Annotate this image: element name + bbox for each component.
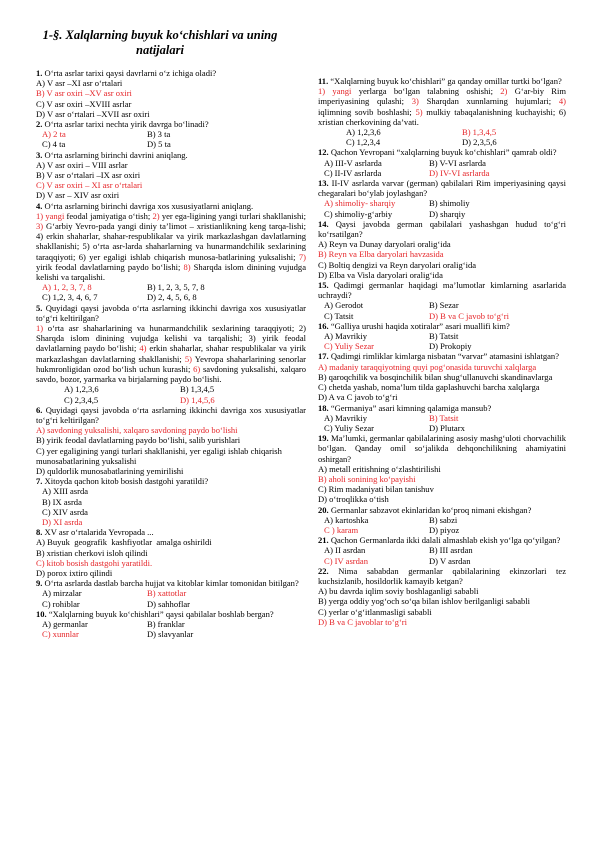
statement-fragment: feodal jamiyatiga o‘tish;: [64, 210, 153, 221]
title-line-1: 1-§. Xalqlarning buyuk ko‘chishlari va uning: [42, 28, 278, 42]
question-label: “Xalqlarning buyuk ko‘chishlari” ga qanday omillar turtki bo‘lgan?: [328, 76, 562, 86]
answer-row: [36, 599, 306, 609]
answer-option: D) IV-VI asrlarda: [429, 167, 490, 178]
statement-fragment: 5): [415, 106, 423, 117]
answer-option: C) kitob bosish dastgohi yaratildi.: [36, 557, 153, 568]
question-number: 10.: [36, 608, 47, 619]
right-column: [318, 76, 566, 627]
answer-option: B) xattotlar: [147, 588, 187, 599]
answer-row: [318, 423, 566, 433]
question-text: [318, 280, 566, 300]
answer-row: [318, 198, 566, 208]
answer-option: D) V asrdan: [429, 555, 471, 566]
answer-option: D) 1,4,5,6: [180, 394, 215, 405]
statement-list: [36, 323, 306, 384]
question-text: [36, 68, 306, 78]
statement-fragment: 4): [139, 343, 147, 354]
statement-fragment: 2): [152, 210, 160, 221]
answer-option: C) xunnlar: [42, 629, 79, 640]
statement-fragment: Yevropa shaharlarining senorlar hukmronligidan ozod bo‘lish uchun kurashi;: [36, 353, 306, 374]
answer-option: C) XIV asrda: [42, 506, 88, 517]
question-number: 22.: [318, 565, 329, 576]
statement-fragment: yerlarga bo‘lgan talabning oshishi;: [351, 86, 501, 97]
question-label: “Germaniya” asari kimning qalamiga mansub?: [328, 402, 492, 413]
question-label: Qadimgi rimliklar kimlarga nisbatan “varvar” atamasini ishlatgan?: [328, 351, 559, 362]
answer-option: A) bu davrda iqlim soviy boshlaganligi sababli: [318, 586, 479, 597]
statement-fragment: 1): [36, 323, 44, 334]
answer-row: [318, 413, 566, 423]
answer-option: B) III asrdan: [429, 545, 473, 556]
answer-option: A) mirzalar: [42, 588, 82, 599]
answer-option: D) sharqiy: [429, 208, 466, 219]
question-text: [318, 566, 566, 586]
page-title: [40, 28, 280, 58]
question-label: O‘rta asrlarning birinchi davriga xos xususiyatlarni aniqlang.: [42, 200, 254, 211]
question-label: Qachon Yevropani “xalqlarning buyuk ko‘chishlari” qamrab oldi?: [328, 147, 557, 158]
question-number: 3.: [36, 149, 43, 160]
answer-option: C) V asr oxiri –XVIII asrlar: [36, 98, 132, 109]
answer-option: C) II-IV asrlarda: [324, 167, 382, 178]
answer-option: B) V asr o‘rtalari –IX asr oxiri: [36, 170, 141, 181]
question-label: O‘rta asrlar tarixi qaysi davrlarni o‘z ichiga oladi?: [42, 68, 217, 78]
statement-fragment: 8): [183, 261, 191, 272]
answer-option: B) yerga oddiy yog‘och so‘qa bilan ishlov berilganligi sababli: [318, 596, 531, 607]
question-number: 9.: [36, 578, 43, 589]
question-number: 18.: [318, 402, 329, 413]
answer-row: [318, 525, 566, 535]
question-label: XV asr o‘rtalarida Yevropada ...: [42, 527, 154, 538]
answer-row: [36, 629, 306, 639]
statement-fragment: 3): [411, 96, 419, 107]
statement-fragment: iqlimning sovib boshlashi;: [318, 106, 416, 117]
answer-option: B) 1,3,4,5: [180, 384, 215, 395]
question-text: [318, 403, 566, 413]
answer-option: A) 2 ta: [42, 129, 66, 140]
statement-fragment: 2): [500, 86, 508, 97]
question-text: [318, 147, 566, 157]
answer-row: [318, 137, 566, 147]
statement-list: [36, 211, 306, 282]
question-text: [36, 578, 306, 588]
answer-row: [318, 209, 566, 219]
statement-fragment: 4): [558, 96, 566, 107]
answer-option: B) Tatsit: [429, 331, 459, 342]
answer-option: B) shimoliy: [429, 198, 470, 209]
answer-option: A) savdoning yuksalishi, xalqaro savdoning paydo bo‘lishi: [36, 425, 238, 436]
question-number: 4.: [36, 200, 43, 211]
answer-row: [318, 311, 566, 321]
left-column: [36, 68, 306, 639]
question-number: 15.: [318, 280, 329, 291]
answer-option: C) rohiblar: [42, 598, 80, 609]
answer-option: C) Yuliy Sezar: [324, 422, 375, 433]
question-label: Qachon Germanlarda ikki dalali almashlab ekish yo‘lga qo‘yilgan?: [328, 535, 561, 546]
question-text: [318, 76, 566, 86]
statement-fragment: 1) yangi: [318, 86, 352, 97]
question-label: Xitoyda qachon kitob bosish dastgohi yaratildi?: [42, 476, 209, 487]
question-label: Nima sababdan germanlar qabilalarining ekinzorlari tez kuchsizlanib, hosildorlik kamayib ketgan?: [318, 565, 566, 586]
question-number: 16.: [318, 320, 329, 331]
answer-option: C) 1,2, 3, 4, 6, 7: [42, 292, 98, 303]
answer-option: D) V asr o‘rtalari –XVII asr oxiri: [36, 108, 150, 119]
answer-option: A) Gerodot: [324, 300, 364, 311]
answer-option: B) franklar: [147, 618, 185, 629]
answer-option: C) Yuliy Sezar: [324, 341, 375, 352]
statement-fragment: Sharqdan xunnlarning hujumlari;: [418, 96, 559, 107]
answer-row: [318, 300, 566, 310]
question-label: O‘rta asrlar tarixi nechta yirik davrga bo‘linadi?: [42, 119, 209, 130]
question-number: 1.: [36, 68, 43, 78]
answer-row: [36, 139, 306, 149]
question-number: 8.: [36, 527, 43, 538]
answer-option: C) yerlar o‘g‘itlanmasligi sababli: [318, 606, 432, 617]
answer-row: [36, 588, 306, 598]
answer-option: B) IX asrda: [42, 496, 82, 507]
statement-fragment: Sharqda islom dinining vujudga kelishi va tarqalishi.: [36, 261, 306, 283]
answer-option: A) metall eritishning o‘zlashtirilishi: [318, 463, 441, 474]
question-number: 7.: [36, 476, 43, 487]
answer-option: B) 1,3,4,5: [462, 127, 497, 138]
answer-option: C) V asr oxiri – XI asr o‘rtalari: [36, 180, 143, 191]
statement-fragment: o‘rta asr shaharlarining va hunarmandchilik sexlarining taraqqiyoti; 2) Sharqda islom dinining vujudga kelishi va tarqalishi; 3) yirik feodal davlatlarning paydo bo‘lishi;: [36, 323, 306, 354]
answer-option: D) o‘troqlikka o‘tish: [318, 494, 389, 505]
question-number: 12.: [318, 147, 329, 158]
question-text: [36, 476, 306, 486]
answer-row: [318, 515, 566, 525]
answer-option: C) IV asrdan: [324, 555, 368, 566]
question-text: [36, 405, 306, 425]
answer-option: B) Tatsit: [429, 412, 459, 423]
answer-option: D) V asr – XIV asr oxiri: [36, 190, 120, 201]
answer-row: [36, 292, 306, 302]
question-text: [318, 178, 566, 198]
question-number: 19.: [318, 433, 329, 444]
answer-option: C ) karam: [324, 524, 359, 535]
answer-option: C) Tatsit: [324, 310, 354, 321]
question-number: 21.: [318, 535, 329, 546]
question-number: 6.: [36, 404, 43, 415]
title-line-2: natijalari: [136, 43, 184, 57]
answer-option: C) 2,3,4,5: [64, 394, 99, 405]
answer-option: C) chetda yashab, noma’lum tilda gaplashuvchi barcha xalqlarga: [318, 382, 540, 393]
answer-option: B) Sezar: [429, 300, 459, 311]
answer-option: B) V asr oxiri –XV asr oxiri: [36, 88, 132, 99]
question-text: [318, 219, 566, 239]
answer-option: B) yirik feodal davlatlarning paydo bo‘lishi, salib yurishlari: [36, 435, 241, 446]
statement-fragment: 6): [193, 363, 201, 374]
answer-option: B) sabzi: [429, 514, 458, 525]
answer-row: [36, 619, 306, 629]
question-number: 13.: [318, 178, 329, 189]
answer-option: A) 1, 2, 3, 7, 8: [42, 282, 92, 293]
question-text: [36, 150, 306, 160]
answer-option: A) germanlar: [42, 618, 88, 629]
answer-option: D) Elba va Visla daryolari oralig‘ida: [318, 269, 443, 280]
question-text: [318, 321, 566, 331]
answer-row: [318, 545, 566, 555]
answer-row: [318, 127, 566, 137]
question-text: [36, 527, 306, 537]
answer-option: D) Plutarx: [429, 422, 465, 433]
question-label: O‘rta asrlarning birinchi davrini aniqlang.: [42, 149, 188, 160]
answer-option: B) aholi sonining ko‘payishi: [318, 473, 416, 484]
question-label: Ma’lumki, germanlar qabilalarining asosiy mashg‘uloti chorvachilik bo‘lgan. Qanday omil so‘jalikda dehqonchilikning ahamiyatini oshirgan?: [318, 433, 566, 464]
answer-option: B) xristian cherkovi isloh qilindi: [36, 547, 148, 558]
answer-row: [318, 158, 566, 168]
answer-option: D) sahhoflar: [147, 598, 190, 609]
question-label: Germanlar sabzavot ekinlaridan ko‘proq nimani ekishgan?: [328, 504, 532, 515]
statement-fragment: yirik feodal davlatlarning paydo bo‘lishi;: [36, 261, 184, 272]
question-text: [36, 201, 306, 211]
answer-row: [36, 384, 306, 394]
answer-option: C) shimoliy-g‘arbiy: [324, 208, 393, 219]
statement-fragment: savdoning yuksalishi, xalqaro savdo, bozor, yarmarka va birjalarning paydo bo‘lishi.: [36, 363, 307, 385]
answer-option: D) quldorlik munosabatlarining yemirilishi: [36, 465, 184, 476]
answer-option: A) kartoshka: [324, 514, 369, 525]
answer-option: A) 1,2,3,6: [64, 384, 99, 395]
question-label: Quyidagi qaysi javobda o‘rta asrlarning ikkinchi davriga xos xususiyatlar to‘g‘ri keltirilgan?: [36, 404, 306, 425]
answer-option: D) B va C javoblar to‘g‘ri: [318, 616, 408, 627]
statement-fragment: G‘ar-biy Rim imperiyasining qulashi;: [318, 86, 566, 107]
question-text: [318, 433, 566, 464]
question-number: 14.: [318, 218, 329, 229]
question-text: [36, 609, 306, 619]
answer-option: D) 2, 4, 5, 6, 8: [147, 292, 197, 303]
answer-option: C) Rim madaniyati bilan tanishuv: [318, 484, 434, 495]
question-text: [36, 119, 306, 129]
answer-option: A) madaniy taraqqiyotning quyi pog‘onasida turuvchi xalqlarga: [318, 361, 537, 372]
question-label: Qaysi javobda german qabilalari yashashgan hudud to‘g‘ri ko‘rsatilgan?: [318, 218, 566, 240]
answer-option: A) III-V asrlarda: [324, 157, 382, 168]
answer-option: B) Reyn va Elba daryolari havzasida: [318, 249, 444, 260]
answer-option: A) Mavrikiy: [324, 412, 367, 423]
question-text: [318, 535, 566, 545]
statement-fragment: erkin shaharlar, shahar respublikalar va yirik markazlashgan davlatlarning shakllanishi;: [36, 343, 306, 364]
answer-option: C) 4 ta: [42, 139, 66, 150]
question-number: 5.: [36, 302, 43, 313]
answer-option: A) II asrdan: [324, 545, 366, 556]
answer-option: D) 2,3,5,6: [462, 137, 497, 148]
answer-row: [318, 556, 566, 566]
question-label: “Galliya urushi haqida xotiralar” asari muallifi kim?: [328, 320, 510, 331]
question-number: 17.: [318, 351, 329, 362]
answer-option: A) Buyuk geografik kashfiyotlar amalga oshirildi: [36, 537, 212, 548]
question-label: O‘rta asrlarda dastlab barcha hujjat va kitoblar kimlar tomonidan bitilgan?: [42, 578, 299, 589]
answer-option: D) B va C javob to‘g‘ri: [429, 310, 509, 321]
statement-fragment: yer ega-ligining yangi turlari shakllanishi;: [159, 210, 306, 221]
answer-option: C) 1,2,3,4: [346, 137, 381, 148]
answer-option: A) V asr –XI asr o‘rtalari: [36, 78, 123, 89]
answer-option: A) V asr oxiri – VIII asrlar: [36, 159, 128, 170]
question-label: Quyidagi qaysi javobda o‘rta asrlarning ikkinchi davriga xos xususiyatlar to‘g‘ri keltirilgan?: [36, 302, 306, 323]
answer-option: D) slavyanlar: [147, 629, 194, 640]
answer-option: C) yer egaligining yangi turlari shakllanishi, yer egaligi ishlab chiqarish munosabatlarining yuksalishi: [36, 445, 285, 466]
answer-row: [36, 129, 306, 139]
answer-option: A) 1,2,3,6: [346, 127, 381, 138]
question-number: 20.: [318, 504, 329, 515]
answer-option: A) Reyn va Dunay daryolari oralig‘ida: [318, 239, 451, 250]
question-label: II-IV asrlarda varvar (german) qabilalari Rim imperiyasining qaysi chegaralari bo‘ylab joylashgan?: [318, 178, 566, 199]
statement-fragment: mulkiy tabaqalanishning kuchayishi; 6) xristian cherkovining da’vati.: [318, 106, 566, 127]
answer-row: [318, 168, 566, 178]
answer-option: C) Boltiq dengizi va Reyn daryolari oralig‘ida: [318, 259, 477, 270]
answer-option: D) porox ixtiro qilindi: [36, 567, 113, 578]
answer-option: B) 1, 2, 3, 5, 7, 8: [147, 282, 205, 293]
answer-option: B) V-VI asrlarda: [429, 157, 486, 168]
answer-option: A) Mavrikiy: [324, 331, 367, 342]
statement-fragment: 1) yangi: [36, 210, 65, 221]
answer-option: D) XI asrda: [42, 516, 83, 527]
answer-option: B) qaroqchilik va bosqinchilik bilan shug‘ullanuvchi skandinavlarga: [318, 371, 553, 382]
question-number: 2.: [36, 119, 43, 130]
question-text: [318, 505, 566, 515]
answer-row: [318, 341, 566, 351]
answer-option: B) 3 ta: [147, 129, 171, 140]
answer-row: [318, 331, 566, 341]
answer-row: [36, 282, 306, 292]
answer-option: A) shimoliy- sharqiy: [324, 198, 396, 209]
question-text: [36, 303, 306, 323]
statement-list: [318, 86, 566, 127]
question-label: “Xalqlarning buyuk ko‘chishlari” qaysi qabilalar boshlab bergan?: [46, 608, 274, 619]
answer-option: A) XIII asrda: [42, 486, 89, 497]
answer-option: D) Prokopiy: [429, 341, 472, 352]
question-label: Qadimgi germanlar haqidagi ma’lumotlar kimlarning asarlarida uchraydi?: [318, 280, 566, 301]
question-number: 11.: [318, 76, 329, 86]
question-text: [318, 351, 566, 361]
answer-option: D) 5 ta: [147, 139, 171, 150]
answer-option: D) piyoz: [429, 524, 460, 535]
answer-option: D) A va C javob to‘g‘ri: [318, 392, 398, 403]
statement-fragment: 3): [36, 221, 44, 232]
answer-row: [36, 395, 306, 405]
statement-fragment: 7): [298, 251, 306, 262]
statement-fragment: G‘arbiy Yevro-pada yangi diniy ta’limot – xristianlikning keng tarqa-lishi; 4) erkin shaharlar, shahar-respublikalar va yirik markazlashgan davlatlarning shakllanishi; 5) o‘rta asr-larda shaharlarning va hunarmandchilik sexlarining taraqqiyoti; 6) yer egaligi ishlab chiqarish munosa-batlarining yuksalishi;: [36, 221, 306, 262]
statement-fragment: 5): [184, 353, 192, 364]
